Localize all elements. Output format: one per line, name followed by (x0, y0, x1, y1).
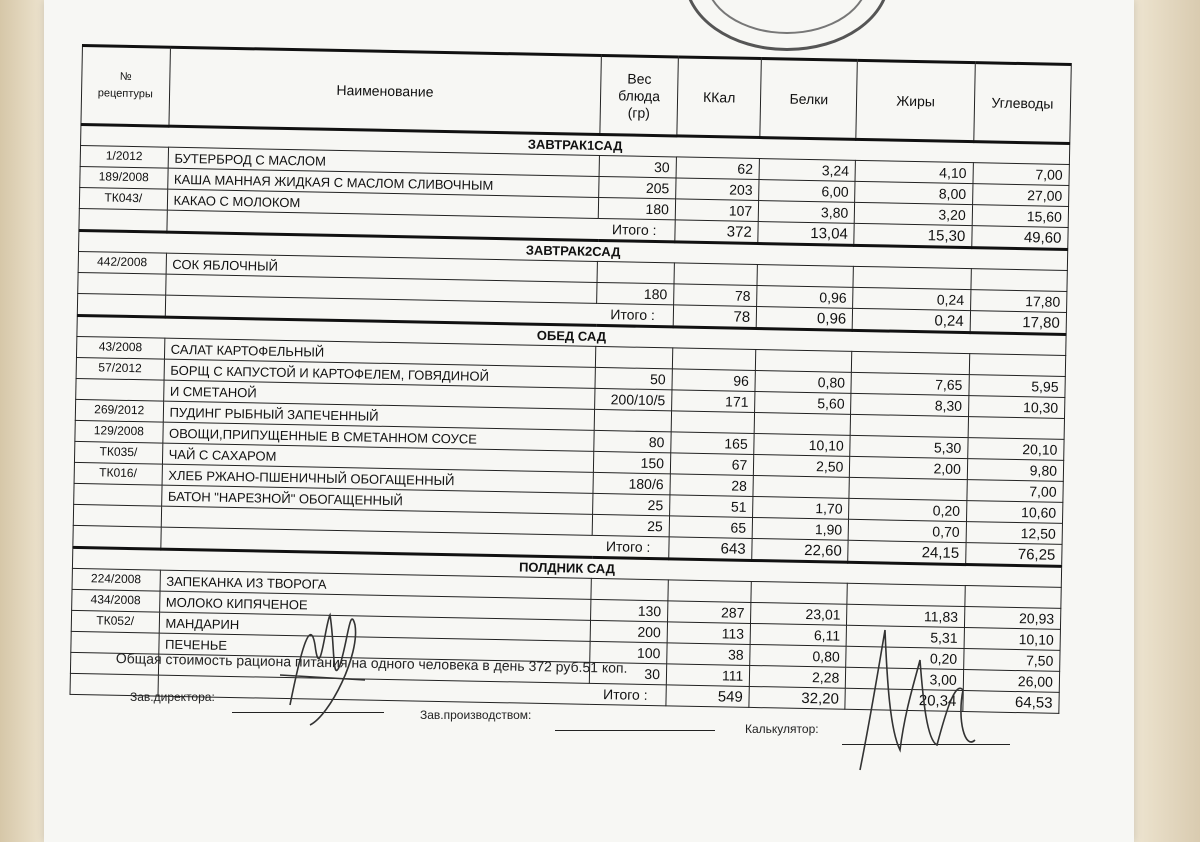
recipe-code: 442/2008 (78, 251, 166, 274)
dish-protein: 6,00 (759, 180, 855, 203)
dish-fat: 5,30 (850, 435, 968, 458)
dish-weight: 80 (594, 430, 671, 452)
dish-kcal: 62 (676, 157, 760, 180)
total-carbs: 64,53 (963, 691, 1060, 714)
dish-fat: 11,83 (847, 604, 965, 627)
recipe-code: 57/2012 (76, 357, 164, 380)
dish-weight: 205 (599, 176, 676, 198)
dish-carbs: 15,60 (972, 205, 1069, 228)
dish-protein: 3,24 (759, 159, 855, 182)
dish-kcal: 203 (676, 178, 760, 201)
total-label: Итого : (160, 527, 669, 559)
dish-name: ЗАПЕКАНКА ИЗ ТВОРОГА (160, 570, 592, 599)
daily-cost: Общая стоимость рациона питания на одного человека в день 372 руб.51 коп. (115, 650, 628, 676)
production-label: Зав.производством: (420, 708, 532, 722)
calculator-signature (845, 620, 985, 780)
header-carbs: Углеводы (974, 63, 1072, 144)
dish-protein (753, 475, 849, 498)
dish-name: ПЕЧЕНЬЕ (158, 633, 590, 662)
total-carbs: 17,80 (970, 311, 1067, 335)
recipe-code (76, 378, 164, 401)
dish-protein: 0,80 (755, 370, 851, 393)
dish-kcal: 78 (674, 284, 758, 307)
dish-name: ЧАЙ С САХАРОМ (162, 443, 594, 472)
dish-weight (591, 578, 668, 600)
dish-kcal: 65 (669, 516, 753, 539)
dish-carbs (969, 354, 1066, 377)
recipe-code: ТК016/ (74, 462, 162, 485)
header-fat: Жиры (856, 60, 975, 141)
dish-name: САЛАТ КАРТОФЕЛЬНЫЙ (164, 338, 596, 367)
dish-carbs: 10,30 (968, 396, 1065, 419)
total-kcal: 78 (673, 305, 757, 329)
dish-name: СОК ЯБЛОЧНЫЙ (166, 253, 598, 282)
total-empty-cell (79, 208, 167, 232)
total-carbs: 76,25 (965, 543, 1062, 567)
total-label: Итого : (166, 210, 675, 242)
dish-protein: 0,80 (750, 644, 846, 667)
total-protein: 0,96 (756, 307, 853, 331)
header-weight: Вес блюда (гр) (600, 55, 678, 135)
section-title: ПОЛДНИК САД (72, 547, 1061, 587)
dish-fat: 3,00 (846, 667, 964, 690)
dish-carbs: 17,80 (970, 290, 1067, 313)
dish-protein (756, 349, 852, 372)
recipe-code: ТК035/ (74, 441, 162, 464)
dish-fat: 0,20 (849, 498, 967, 521)
menu-table (70, 44, 1072, 714)
recipe-code: 129/2008 (75, 420, 163, 443)
recipe-code: 43/2008 (76, 336, 164, 359)
dish-weight: 25 (592, 514, 669, 536)
dish-name: БАТОН "НАРЕЗНОЙ" ОБОГАЩЕННЫЙ (161, 485, 593, 514)
total-fat: 0,24 (853, 308, 971, 332)
section-title: ЗАВТРАК2САД (79, 230, 1068, 270)
dish-carbs: 26,00 (963, 670, 1060, 693)
dish-protein: 2,28 (750, 665, 846, 688)
dish-fat (852, 351, 970, 374)
dish-fat: 0,70 (848, 519, 966, 542)
recipe-code (74, 483, 162, 506)
total-fat: 24,15 (848, 540, 966, 564)
round-stamp (684, 0, 890, 51)
dish-carbs (968, 417, 1065, 440)
dish-kcal (672, 348, 756, 371)
dish-kcal (668, 580, 752, 603)
dish-protein (754, 412, 850, 435)
dish-kcal: 51 (670, 495, 754, 518)
dish-kcal: 96 (672, 369, 756, 392)
dish-name: ХЛЕБ РЖАНО-ПШЕНИЧНЫЙ ОБОГАЩЕННЫЙ (162, 464, 594, 493)
dish-protein: 10,10 (754, 433, 850, 456)
dish-carbs: 5,95 (969, 375, 1066, 398)
dish-kcal: 113 (667, 622, 751, 645)
recipe-code: ТК043/ (79, 187, 167, 210)
dish-kcal: 67 (670, 453, 754, 476)
frame-left (0, 0, 48, 842)
total-protein: 32,20 (749, 686, 845, 709)
header-protein: Белки (760, 59, 858, 140)
total-label: Итого : (165, 295, 674, 327)
total-carbs: 49,60 (972, 226, 1069, 250)
dish-weight: 180/6 (593, 472, 670, 494)
header-name: Наименование (169, 47, 602, 134)
dish-weight: 50 (595, 367, 672, 389)
dish-kcal: 287 (667, 601, 751, 624)
total-protein: 13,04 (758, 222, 855, 246)
dish-carbs: 20,93 (964, 607, 1061, 630)
dish-kcal: 111 (666, 664, 750, 687)
dish-name: МОЛОКО КИПЯЧЕНОЕ (159, 591, 591, 620)
dish-fat (849, 477, 967, 500)
dish-carbs: 12,50 (966, 522, 1063, 545)
dish-name: КАША МАННАЯ ЖИДКАЯ С МАСЛОМ СЛИВОЧНЫМ (167, 168, 599, 197)
dish-fat: 2,00 (850, 456, 968, 479)
total-empty-cell (73, 525, 161, 549)
recipe-code: 224/2008 (72, 568, 160, 591)
dish-fat: 8,30 (851, 393, 969, 416)
dish-kcal: 107 (675, 199, 759, 222)
dish-name: ПУДИНГ РЫБНЫЙ ЗАПЕЧЕННЫЙ (163, 401, 595, 430)
dish-name: МАНДАРИН (159, 612, 591, 641)
dish-protein: 6,11 (750, 623, 846, 646)
recipe-code: 269/2012 (75, 399, 163, 422)
dish-fat: 5,31 (846, 625, 964, 648)
dish-weight: 150 (593, 451, 670, 473)
dish-carbs: 7,00 (973, 163, 1070, 186)
dish-weight: 180 (597, 282, 674, 304)
dish-fat: 8,00 (855, 181, 973, 204)
dish-weight: 25 (593, 493, 670, 515)
dish-weight: 130 (591, 599, 668, 621)
dish-carbs: 7,50 (963, 649, 1060, 672)
frame-right (1130, 0, 1200, 842)
dish-kcal: 165 (671, 432, 755, 455)
dish-fat: 0,24 (853, 287, 971, 310)
dish-fat (850, 414, 968, 437)
dish-weight: 100 (590, 641, 667, 663)
dish-protein: 5,60 (755, 391, 851, 414)
dish-carbs: 20,10 (968, 438, 1065, 461)
section-title: ЗАВТРАК1САД (81, 124, 1070, 164)
production-signature-line (555, 730, 715, 731)
dish-protein: 23,01 (751, 602, 847, 625)
recipe-code: 189/2008 (80, 166, 168, 189)
recipe-code: ТК052/ (71, 610, 159, 633)
dish-kcal (671, 411, 755, 434)
dish-weight: 200 (590, 620, 667, 642)
dish-carbs (971, 269, 1068, 292)
dish-carbs: 9,80 (967, 459, 1064, 482)
dish-carbs: 7,00 (967, 480, 1064, 503)
header-num: № рецептуры (81, 46, 170, 127)
recipe-code (78, 272, 166, 295)
dish-weight: 30 (589, 662, 666, 684)
dish-weight (595, 346, 672, 368)
dish-fat: 3,20 (855, 202, 973, 225)
header-kcal: ККал (677, 57, 762, 138)
dish-protein: 1,70 (753, 496, 849, 519)
dish-kcal: 28 (670, 474, 754, 497)
dish-carbs (965, 586, 1062, 609)
total-fat: 15,30 (854, 223, 972, 247)
dish-fat (847, 583, 965, 606)
dish-protein (757, 265, 853, 288)
dish-protein: 3,80 (758, 201, 854, 224)
dish-kcal (674, 263, 758, 286)
dish-weight: 180 (598, 197, 675, 219)
dish-kcal: 171 (672, 390, 756, 413)
director-label: Зав.директора: (130, 690, 215, 704)
dish-carbs: 10,10 (964, 628, 1061, 651)
dish-fat: 0,20 (846, 646, 964, 669)
recipe-code (73, 504, 161, 527)
dish-name: И СМЕТАНОЙ (163, 380, 595, 409)
dish-name: БОРЩ С КАПУСТОЙ И КАРТОФЕЛЕМ, ГОВЯДИНОЙ (164, 359, 596, 388)
dish-name: ОВОЩИ,ПРИПУЩЕННЫЕ В СМЕТАННОМ СОУСЕ (162, 422, 594, 451)
total-protein: 22,60 (752, 538, 849, 562)
dish-kcal: 38 (667, 643, 751, 666)
recipe-code: 434/2008 (72, 589, 160, 612)
dish-protein: 2,50 (754, 454, 850, 477)
round-stamp-inner (705, 0, 869, 34)
total-kcal: 372 (675, 220, 759, 244)
dish-weight: 30 (599, 155, 676, 177)
dish-carbs: 27,00 (972, 184, 1069, 207)
dish-protein (751, 581, 847, 604)
dish-fat (853, 266, 971, 289)
dish-weight: 200/10/5 (595, 388, 672, 410)
director-signature (270, 585, 380, 735)
dish-carbs: 10,60 (966, 501, 1063, 524)
total-kcal: 549 (666, 685, 750, 708)
dish-name: БУТЕРБРОД С МАСЛОМ (168, 147, 600, 176)
recipe-code: 1/2012 (80, 145, 168, 168)
dish-name: КАКАО С МОЛОКОМ (167, 189, 599, 218)
total-kcal: 643 (669, 537, 753, 561)
dish-protein: 1,90 (752, 517, 848, 540)
dish-fat: 7,65 (851, 372, 969, 395)
dish-weight (594, 409, 671, 431)
section-title: ОБЕД САД (77, 315, 1066, 355)
total-empty-cell (77, 293, 165, 317)
dish-weight (597, 261, 674, 283)
total-label: Итого : (158, 675, 667, 706)
total-fat: 20,34 (845, 688, 963, 711)
dish-fat: 4,10 (855, 160, 973, 183)
calculator-label: Калькулятор: (745, 722, 819, 736)
dish-protein: 0,96 (757, 286, 853, 309)
